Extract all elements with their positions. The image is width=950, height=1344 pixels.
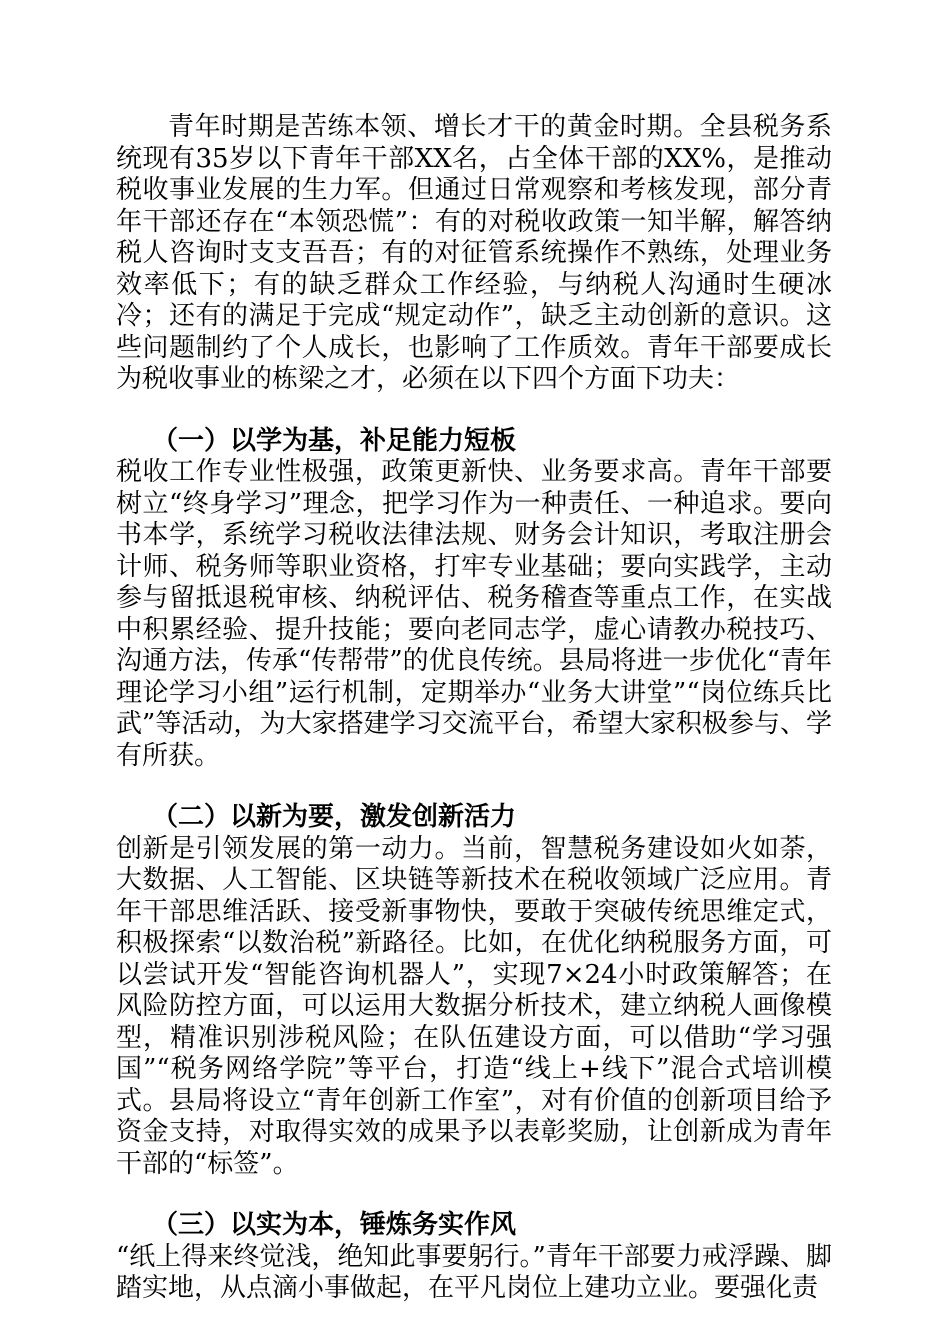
section-paragraph: 创新是引领发展的第一动力。当前，智慧税务建设如火如荼，大数据、人工智能、区块链等新技术在税收领域广泛应用。青年干部思维活跃、接受新事物快，要敢于突破传统思维定式，积极探索“以数治税”新路径。比如，在优化纳税服务方面，可以尝试开发“智能咨询机器人”，实现7×24小时政策解答；在风险防控方面，可以运用大数据分析技术，建立纳税人画像模型，精准识别涉税风险；在队伍建设方面，可以借助“学习强国”“税务网络学院”等平台，打造“线上+线下”混合式培训模式。县局将设立“青年创新工作室”，对有价值的创新项目给予资金支持，对取得实效的成果予以表彰奖励，让创新成为青年干部的“标签”。 [116,833,832,1179]
section-3 [116,1210,832,1305]
section-heading: （一）以学为基，补足能力短板 [152,425,517,456]
section-2 [116,802,832,1180]
section-1 [116,426,832,773]
section-paragraph: 税收工作专业性极强，政策更新快、业务要求高。青年干部要树立“终身学习”理念，把学习作为一种责任、一种追求。要向书本学，系统学习税收法律法规、财务会计知识，考取注册会计师、税务师等职业资格，打牢专业基础；要向实践学，主动参与留抵退税审核、纳税评估、税务稽查等重点工作，在实战中积累经验、提升技能；要向老同志学，虚心请教办税技巧、沟通方法，传承“传帮带”的优良传统。县局将进一步优化“青年理论学习小组”运行机制，定期举办“业务大讲堂”“岗位练兵比武”等活动，为大家搭建学习交流平台，希望大家积极参与、学有所获。 [116,457,832,771]
section-heading: （二）以新为要，激发创新活力 [152,802,517,832]
section-heading: （三）以实为本，锤炼务实作风 [152,1210,517,1240]
intro-paragraph: 青年时期是苦练本领、增长才干的黄金时期。全县税务系统现有35岁以下青年干部XX名，占全体干部的XX%，是推动税收事业发展的生力军。但通过日常观察和考核发现，部分青年干部还存在“本领恐慌”：有的对税收政策一知半解，解答纳税人咨询时支支吾吾；有的对征管系统操作不熟练，处理业务效率低下；有的缺乏群众工作经验，与纳税人沟通时生硬冰冷；还有的满足于完成“规定动作”，缺乏主动创新的意识。这些问题制约了个人成长，也影响了工作质效。青年干部要成长为税收事业的栋梁之才，必须在以下四个方面下功夫： [116,112,832,394]
document-body [116,112,832,1305]
section-paragraph: “纸上得来终觉浅，绝知此事要躬行。”青年干部要力戒浮躁、脚踏实地，从点滴小事做起，在平凡岗位上建功立业。要强化责 [116,1241,832,1303]
